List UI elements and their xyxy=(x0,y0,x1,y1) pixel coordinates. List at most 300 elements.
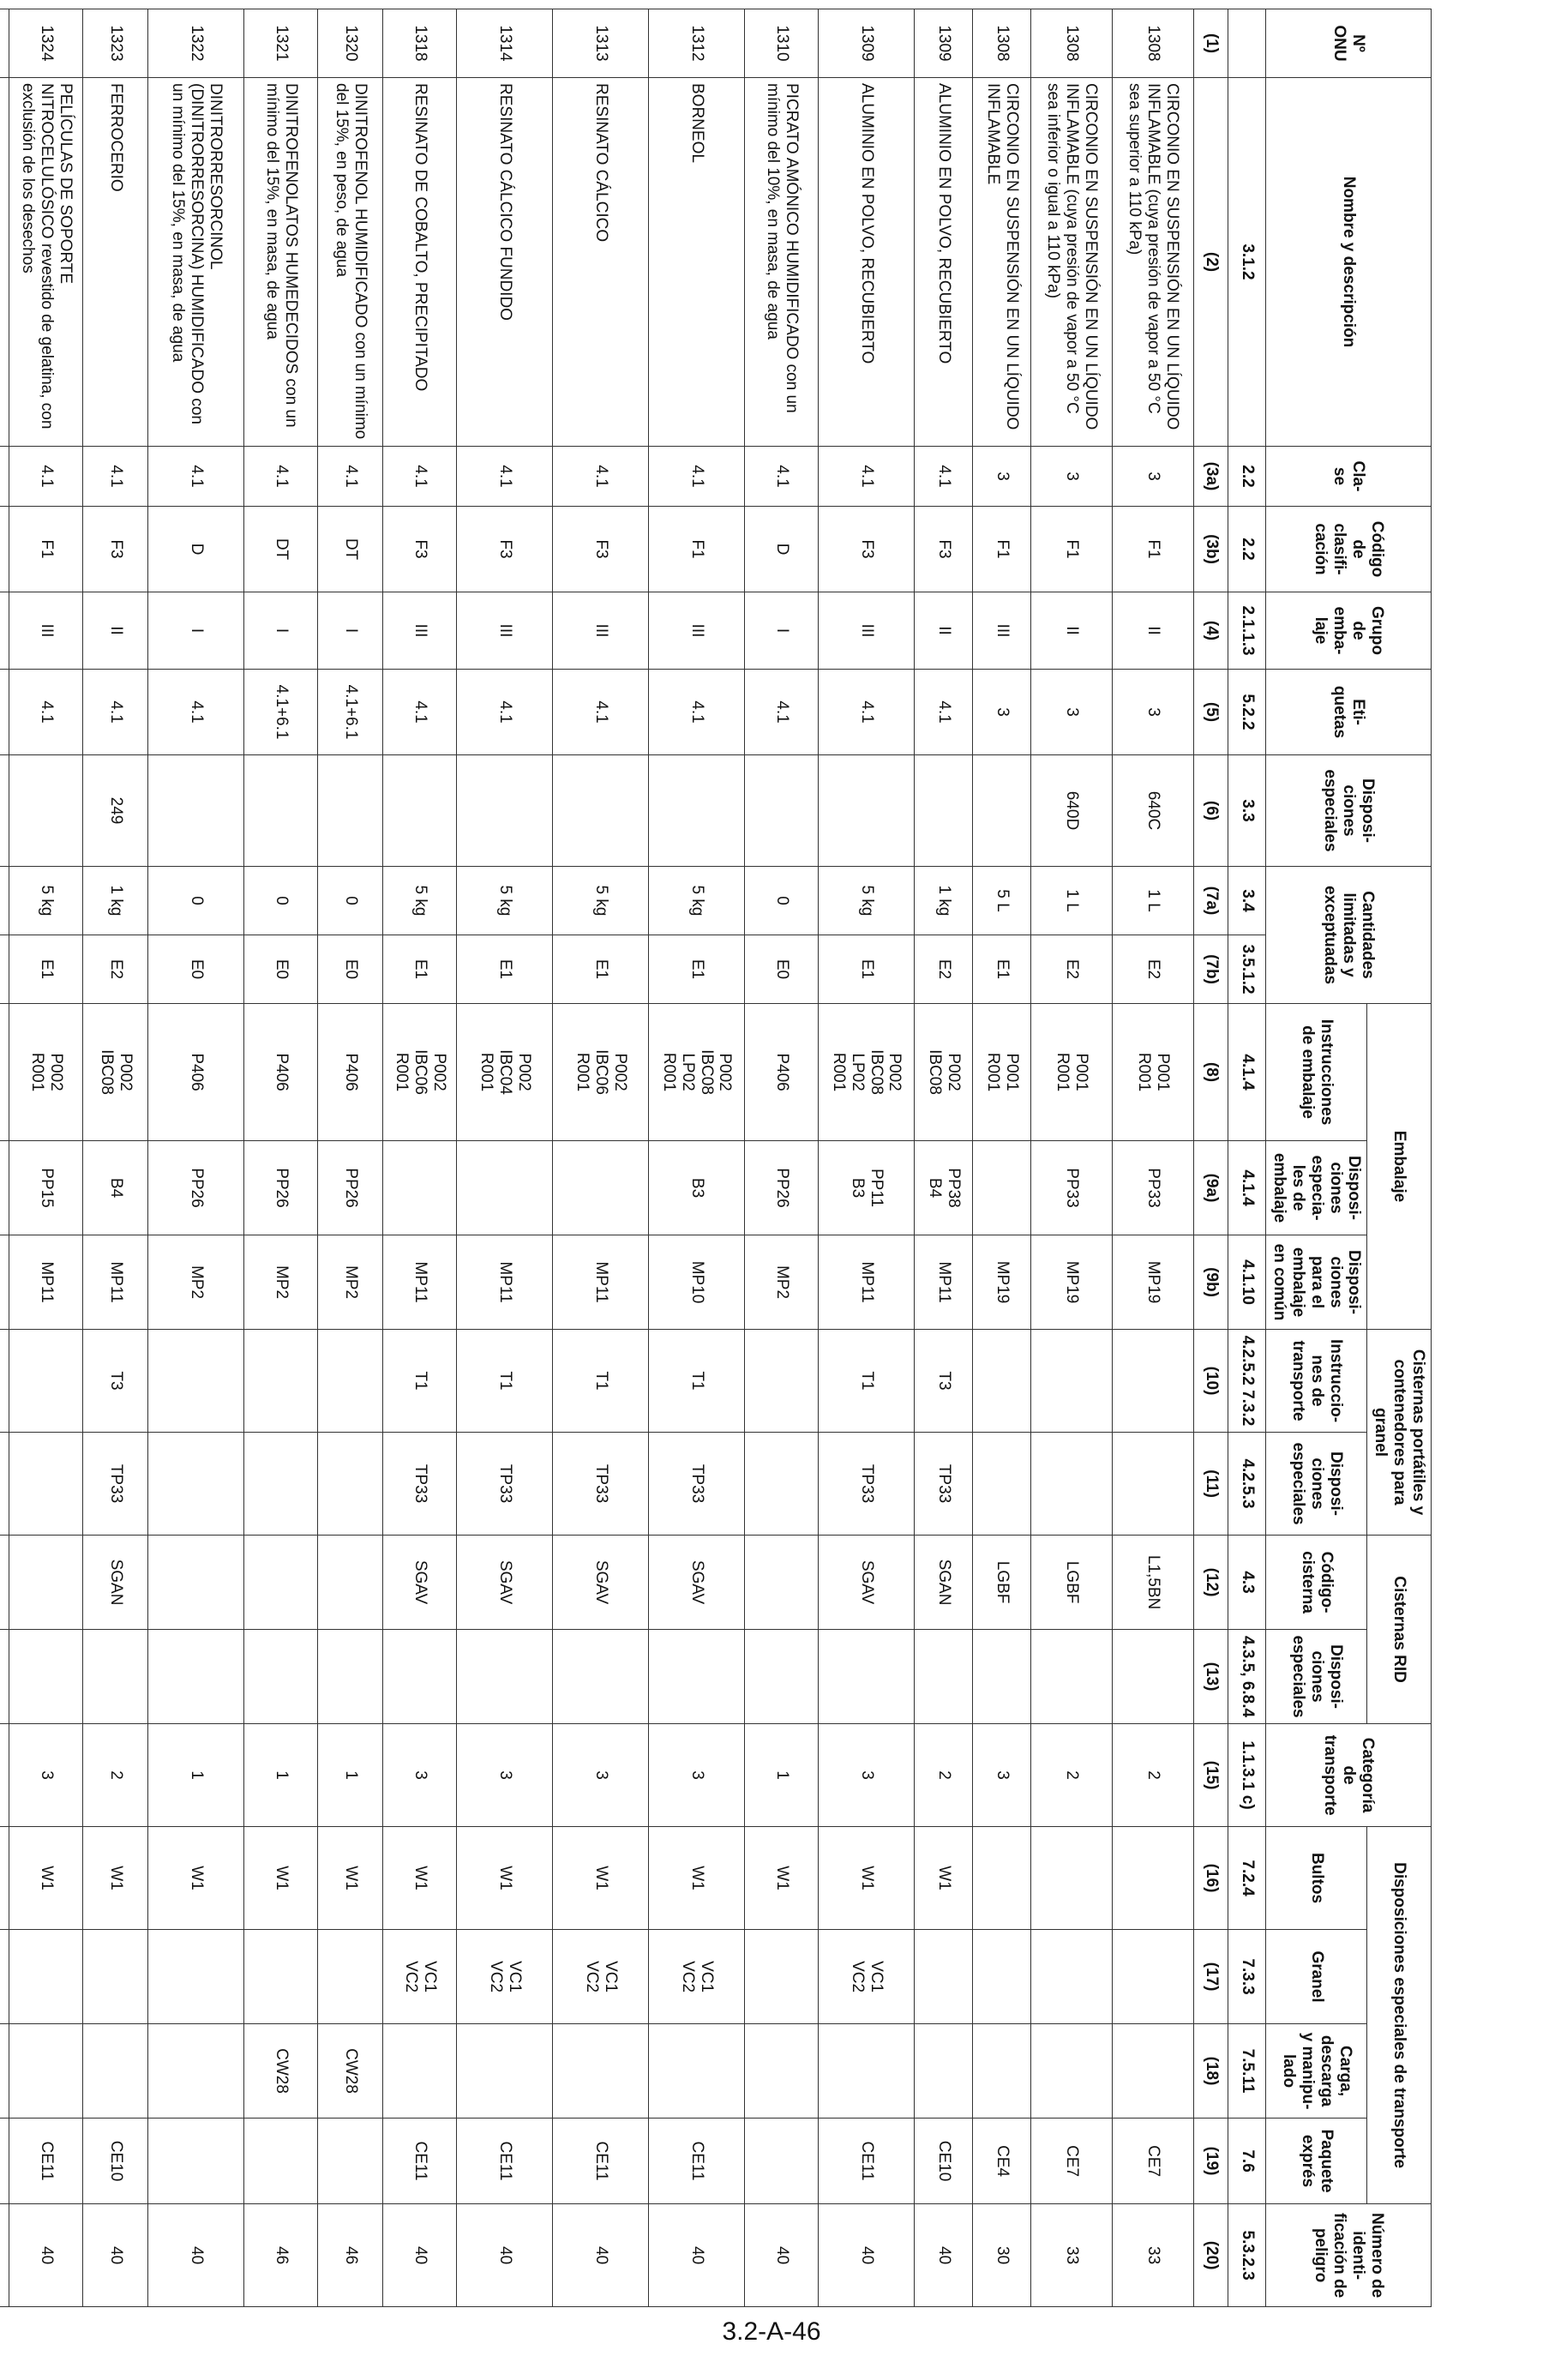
cell-clase xyxy=(0,447,9,507)
cell-categoria: 1 xyxy=(244,1724,318,1827)
column-number: (17) xyxy=(1194,1930,1228,2024)
cell-categoria: 3 xyxy=(553,1724,649,1827)
cell-carga xyxy=(915,2024,973,2119)
cell-instr-transp: T1 xyxy=(819,1330,915,1433)
section-ref: 4.3.5, 6.8.4 xyxy=(1228,1630,1266,1724)
cell-cant-lim: 1 kg xyxy=(915,867,973,935)
table-row xyxy=(244,9,318,2307)
cell-carga xyxy=(148,2024,244,2119)
cell-grupo: I xyxy=(148,592,244,670)
cell-paquete: CE11 xyxy=(819,2119,915,2204)
cell-bultos: W1 xyxy=(9,1827,83,1930)
cell-disp-comun: MP11 xyxy=(819,1235,915,1330)
cell-instr-transp: T3 xyxy=(915,1330,973,1433)
section-ref: 4.3 xyxy=(1228,1536,1266,1630)
cell-cod-cisterna xyxy=(745,1536,819,1630)
cell-codigo: F3 xyxy=(819,507,915,592)
column-number: (3b) xyxy=(1194,507,1228,592)
cell-instr-transp: T1 xyxy=(649,1330,745,1433)
cell-bultos: W1 xyxy=(819,1827,915,1930)
cell-disp-comun: MP2 xyxy=(148,1235,244,1330)
cell-disp-rid xyxy=(244,1630,318,1724)
cell-clase: 4.1 xyxy=(318,447,383,507)
cell-num-peligro: 46 xyxy=(318,2204,383,2307)
cell-bultos: W1 xyxy=(745,1827,819,1930)
cell-clase: 4.1 xyxy=(649,447,745,507)
cell-clase: 3 xyxy=(973,447,1031,507)
cell-etiquetas xyxy=(0,670,9,755)
cell-instr-transp: T1 xyxy=(457,1330,553,1433)
cell-categoria: 2 xyxy=(1031,1724,1113,1827)
table-row xyxy=(819,9,915,2307)
cell-num-peligro xyxy=(0,2204,9,2307)
section-ref: 4.1.4 xyxy=(1228,1141,1266,1235)
cell-num-peligro: 40 xyxy=(553,2204,649,2307)
column-number: (18) xyxy=(1194,2024,1228,2119)
cell-etiquetas: 3 xyxy=(1031,670,1113,755)
cell-codigo xyxy=(0,507,9,592)
cell-etiquetas: 4.1 xyxy=(457,670,553,755)
cell-disp-port xyxy=(0,1433,9,1536)
cell-un: 1310 xyxy=(745,9,819,78)
cell-categoria: 3 xyxy=(649,1724,745,1827)
cell-grupo: I xyxy=(318,592,383,670)
table-row xyxy=(0,9,9,2307)
cell-disp-comun: MP2 xyxy=(244,1235,318,1330)
cell-disp-port xyxy=(9,1433,83,1536)
cell-grupo: II xyxy=(915,592,973,670)
cell-name: RESINATO CÁLCICO FUNDIDO xyxy=(457,78,553,447)
dangerous-goods-table xyxy=(0,9,1432,2307)
cell-categoria: 3 xyxy=(457,1724,553,1827)
cell-disp-esp xyxy=(383,755,457,867)
cell-cod-cisterna xyxy=(0,1536,9,1630)
cell-disp-comun: MP10 xyxy=(649,1235,745,1330)
cell-disp-rid xyxy=(553,1630,649,1724)
cell-paquete: CE4 xyxy=(973,2119,1031,2204)
cell-bultos xyxy=(0,1827,9,1930)
cell-bultos xyxy=(1113,1827,1194,1930)
cell-instr-emb: P406 xyxy=(745,1004,819,1141)
cell-instr-transp xyxy=(0,1330,9,1433)
cell-instr-emb: P002 IBC08 xyxy=(83,1004,148,1141)
cell-bultos: W1 xyxy=(649,1827,745,1930)
cell-cod-cisterna: SGAN xyxy=(83,1536,148,1630)
cell-grupo: II xyxy=(1113,592,1194,670)
cell-cant-lim xyxy=(0,867,9,935)
cell-bultos: W1 xyxy=(83,1827,148,1930)
column-number: (9b) xyxy=(1194,1235,1228,1330)
cell-instr-emb: P001 R001 xyxy=(973,1004,1031,1141)
cell-etiquetas: 4.1 xyxy=(819,670,915,755)
cell-instr-emb: P001 R001 xyxy=(1031,1004,1113,1141)
cell-disp-comun: MP19 xyxy=(973,1235,1031,1330)
cell-disp-emb xyxy=(457,1141,553,1235)
cell-disp-comun: MP11 xyxy=(383,1235,457,1330)
cell-name: BORNEOL xyxy=(649,78,745,447)
cell-clase: 4.1 xyxy=(244,447,318,507)
cell-cant-exc: E1 xyxy=(553,935,649,1004)
cell-cant-exc: E1 xyxy=(819,935,915,1004)
cell-categoria: 2 xyxy=(83,1724,148,1827)
section-ref: 5.3.2.3 xyxy=(1228,2204,1266,2307)
cell-un: 1318 xyxy=(383,9,457,78)
header-disp-emb: Disposi- ciones especia- les de embalaje xyxy=(1266,1141,1367,1235)
cell-clase: 3 xyxy=(1113,447,1194,507)
cell-carga xyxy=(553,2024,649,2119)
cell-categoria xyxy=(0,1724,9,1827)
cell-disp-emb: PP33 xyxy=(1113,1141,1194,1235)
cell-cant-exc: E1 xyxy=(973,935,1031,1004)
cell-cant-lim: 5 kg xyxy=(457,867,553,935)
column-number: (11) xyxy=(1194,1433,1228,1536)
cell-num-peligro: 33 xyxy=(1113,2204,1194,2307)
cell-clase: 4.1 xyxy=(457,447,553,507)
cell-cant-exc: E1 xyxy=(457,935,553,1004)
column-number: (16) xyxy=(1194,1827,1228,1930)
cell-cod-cisterna: SGAV xyxy=(457,1536,553,1630)
cell-disp-port xyxy=(1113,1433,1194,1536)
table-row xyxy=(745,9,819,2307)
column-number: (3a) xyxy=(1194,447,1228,507)
cell-disp-port xyxy=(973,1433,1031,1536)
cell-name: ALUMINIO EN POLVO, RECUBIERTO xyxy=(915,78,973,447)
cell-un: 1314 xyxy=(457,9,553,78)
column-number: (5) xyxy=(1194,670,1228,755)
cell-disp-esp xyxy=(457,755,553,867)
cell-cant-lim: 1 L xyxy=(1113,867,1194,935)
cell-name: CIRCONIO EN SUSPENSIÓN EN UN LÍQUIDO INFLAMABLE (cuya presión de vapor a 50 °C sea superior a 110 kPa) xyxy=(1113,78,1194,447)
cell-name: PICRATO AMÓNICO HUMIDIFICADO con un mínimo del 10%, en masa, de agua xyxy=(745,78,819,447)
cell-disp-esp xyxy=(9,755,83,867)
cell-etiquetas: 4.1 xyxy=(915,670,973,755)
cell-clase: 4.1 xyxy=(745,447,819,507)
table-row xyxy=(649,9,745,2307)
cell-un: 1313 xyxy=(553,9,649,78)
cell-disp-port xyxy=(745,1433,819,1536)
cell-cant-exc xyxy=(0,935,9,1004)
table-row xyxy=(83,9,148,2307)
cell-cant-lim: 5 kg xyxy=(553,867,649,935)
header-cod-cisterna: Código- cisterna xyxy=(1266,1536,1367,1630)
cell-granel xyxy=(318,1930,383,2024)
cell-instr-transp xyxy=(244,1330,318,1433)
cell-disp-emb: PP15 xyxy=(9,1141,83,1235)
cell-carga xyxy=(457,2024,553,2119)
cell-codigo: F3 xyxy=(553,507,649,592)
column-number: (12) xyxy=(1194,1536,1228,1630)
section-ref: 1.1.3.1 c) xyxy=(1228,1724,1266,1827)
cell-etiquetas: 4.1 xyxy=(553,670,649,755)
section-ref: 3.5.1.2 xyxy=(1228,935,1266,1004)
cell-grupo: II xyxy=(83,592,148,670)
cell-disp-port: TP33 xyxy=(649,1433,745,1536)
cell-paquete: CE7 xyxy=(1031,2119,1113,2204)
cell-cod-cisterna: SGAV xyxy=(553,1536,649,1630)
cell-instr-transp xyxy=(318,1330,383,1433)
cell-clase: 4.1 xyxy=(383,447,457,507)
cell-bultos: W1 xyxy=(383,1827,457,1930)
cell-grupo: I xyxy=(244,592,318,670)
cell-instr-transp xyxy=(1031,1330,1113,1433)
cell-disp-rid xyxy=(915,1630,973,1724)
cell-bultos: W1 xyxy=(915,1827,973,1930)
cell-etiquetas: 4.1 xyxy=(649,670,745,755)
cell-instr-emb xyxy=(0,1004,9,1141)
cell-codigo: DT xyxy=(244,507,318,592)
cell-disp-rid xyxy=(649,1630,745,1724)
section-ref xyxy=(1228,9,1266,78)
section-ref: 4.2.5.2 7.3.2 xyxy=(1228,1330,1266,1433)
cell-disp-comun xyxy=(0,1235,9,1330)
cell-codigo: F1 xyxy=(1113,507,1194,592)
cell-paquete: CE11 xyxy=(457,2119,553,2204)
cell-codigo: F3 xyxy=(83,507,148,592)
cell-disp-port: TP33 xyxy=(83,1433,148,1536)
cell-cant-lim: 5 kg xyxy=(383,867,457,935)
section-ref: 4.1.4 xyxy=(1228,1004,1266,1141)
cell-paquete: CE11 xyxy=(649,2119,745,2204)
cell-cant-lim: 1 kg xyxy=(83,867,148,935)
section-ref: 7.5.11 xyxy=(1228,2024,1266,2119)
cell-carga xyxy=(819,2024,915,2119)
cell-paquete: CE11 xyxy=(553,2119,649,2204)
cell-grupo: III xyxy=(553,592,649,670)
cell-clase: 4.1 xyxy=(83,447,148,507)
cell-categoria: 3 xyxy=(819,1724,915,1827)
cell-instr-emb: P002 IBC08 LP02 R001 xyxy=(649,1004,745,1141)
cell-granel xyxy=(0,1930,9,2024)
cell-categoria: 1 xyxy=(745,1724,819,1827)
header-cisternas-rid: Cisternas RID xyxy=(1367,1536,1432,1724)
cell-categoria: 1 xyxy=(148,1724,244,1827)
section-ref: 2.2 xyxy=(1228,507,1266,592)
cell-num-peligro: 40 xyxy=(83,2204,148,2307)
cell-disp-esp xyxy=(0,755,9,867)
cell-un: 1312 xyxy=(649,9,745,78)
cell-cod-cisterna xyxy=(244,1536,318,1630)
cell-name: DINITRORRESORCINOL (DINITRORRESORCINA) HUMIDIFICADO con un mínimo del 15%, en masa, de agua xyxy=(148,78,244,447)
section-ref: 2.1.1.3 xyxy=(1228,592,1266,670)
cell-categoria: 2 xyxy=(915,1724,973,1827)
cell-grupo: I xyxy=(745,592,819,670)
cell-codigo: D xyxy=(148,507,244,592)
cell-name: DINITROFENOLATOS HUMEDECIDOS con un mínimo del 15%, en masa, de agua xyxy=(244,78,318,447)
cell-paquete: CE10 xyxy=(915,2119,973,2204)
cell-disp-comun: MP11 xyxy=(553,1235,649,1330)
cell-un: 1321 xyxy=(244,9,318,78)
cell-granel xyxy=(915,1930,973,2024)
cell-disp-emb: PP26 xyxy=(148,1141,244,1235)
cell-un: 1324 xyxy=(9,9,83,78)
cell-instr-emb: P406 xyxy=(318,1004,383,1141)
cell-disp-esp: 249 xyxy=(83,755,148,867)
header-embalaje: Embalaje xyxy=(1367,1004,1432,1330)
cell-cod-cisterna xyxy=(9,1536,83,1630)
cell-disp-port xyxy=(1031,1433,1113,1536)
cell-instr-transp: T1 xyxy=(553,1330,649,1433)
header-cantidades: Cantidades limitadas y exceptuadas xyxy=(1266,867,1432,1004)
cell-grupo xyxy=(0,592,9,670)
header-num-peligro: Número de identi- ficación de peligro xyxy=(1266,2204,1432,2307)
cell-instr-transp xyxy=(973,1330,1031,1433)
cell-paquete: CE11 xyxy=(383,2119,457,2204)
section-ref: 4.1.10 xyxy=(1228,1235,1266,1330)
cell-granel: VC1 VC2 xyxy=(819,1930,915,2024)
cell-bultos xyxy=(1031,1827,1113,1930)
cell-disp-esp xyxy=(973,755,1031,867)
table-row xyxy=(318,9,383,2307)
cell-cant-exc: E0 xyxy=(745,935,819,1004)
column-number: (10) xyxy=(1194,1330,1228,1433)
cell-cant-exc: E2 xyxy=(83,935,148,1004)
cell-disp-rid xyxy=(745,1630,819,1724)
cell-disp-esp xyxy=(745,755,819,867)
cell-cant-lim: 0 xyxy=(148,867,244,935)
table-row xyxy=(383,9,457,2307)
cell-granel xyxy=(83,1930,148,2024)
cell-cod-cisterna xyxy=(148,1536,244,1630)
cell-disp-esp: 640D xyxy=(1031,755,1113,867)
cell-cod-cisterna: LGBF xyxy=(1031,1536,1113,1630)
cell-disp-esp xyxy=(649,755,745,867)
header-un: Nº ONU xyxy=(1266,9,1432,78)
cell-paquete xyxy=(148,2119,244,2204)
column-number: (1) xyxy=(1194,9,1228,78)
cell-disp-comun: MP11 xyxy=(457,1235,553,1330)
cell-disp-emb xyxy=(383,1141,457,1235)
cell-clase: 4.1 xyxy=(915,447,973,507)
cell-cant-lim: 5 kg xyxy=(9,867,83,935)
cell-num-peligro: 33 xyxy=(1031,2204,1113,2307)
cell-disp-port: TP33 xyxy=(553,1433,649,1536)
cell-un: 1323 xyxy=(83,9,148,78)
cell-disp-emb xyxy=(553,1141,649,1235)
cell-num-peligro: 40 xyxy=(383,2204,457,2307)
table-row xyxy=(553,9,649,2307)
cell-categoria: 3 xyxy=(973,1724,1031,1827)
cell-grupo: III xyxy=(819,592,915,670)
header-name: Nombre y descripción xyxy=(1266,78,1432,447)
cell-paquete: CE7 xyxy=(1113,2119,1194,2204)
cell-cant-exc: E1 xyxy=(9,935,83,1004)
table-row xyxy=(1113,9,1194,2307)
cell-disp-esp xyxy=(915,755,973,867)
table-row xyxy=(457,9,553,2307)
cell-grupo: III xyxy=(973,592,1031,670)
cell-num-peligro: 30 xyxy=(973,2204,1031,2307)
cell-codigo: F3 xyxy=(457,507,553,592)
cell-cant-lim: 0 xyxy=(318,867,383,935)
cell-cant-exc: E0 xyxy=(244,935,318,1004)
cell-cant-lim: 1 L xyxy=(1031,867,1113,935)
cell-disp-rid xyxy=(83,1630,148,1724)
cell-instr-emb: P002 IBC06 R001 xyxy=(383,1004,457,1141)
cell-num-peligro: 40 xyxy=(819,2204,915,2307)
cell-un xyxy=(0,9,9,78)
cell-un: 1320 xyxy=(318,9,383,78)
cell-granel xyxy=(9,1930,83,2024)
cell-granel: VC1 VC2 xyxy=(649,1930,745,2024)
cell-disp-rid xyxy=(819,1630,915,1724)
header-codigo: Código de clasifi- cación xyxy=(1266,507,1432,592)
cell-un: 1308 xyxy=(1031,9,1113,78)
cell-instr-emb: P002 R001 xyxy=(9,1004,83,1141)
cell-granel: VC1 VC2 xyxy=(457,1930,553,2024)
column-number: (6) xyxy=(1194,755,1228,867)
cell-disp-comun: MP19 xyxy=(1113,1235,1194,1330)
cell-disp-esp: 640C xyxy=(1113,755,1194,867)
cell-un: 1309 xyxy=(819,9,915,78)
cell-disp-emb: B4 xyxy=(83,1141,148,1235)
cell-cod-cisterna: LGBF xyxy=(973,1536,1031,1630)
cell-codigo: F1 xyxy=(9,507,83,592)
cell-carga xyxy=(9,2024,83,2119)
cell-carga: CW28 xyxy=(318,2024,383,2119)
header-categoria: Categoría de transporte xyxy=(1266,1724,1432,1827)
cell-granel xyxy=(1113,1930,1194,2024)
table-row xyxy=(915,9,973,2307)
section-ref: 3.1.2 xyxy=(1228,78,1266,447)
cell-grupo: III xyxy=(457,592,553,670)
cell-bultos: W1 xyxy=(457,1827,553,1930)
cell-cod-cisterna: SGAN xyxy=(915,1536,973,1630)
cell-instr-emb: P406 xyxy=(244,1004,318,1141)
section-ref: 5.2.2 xyxy=(1228,670,1266,755)
cell-categoria: 1 xyxy=(318,1724,383,1827)
cell-disp-rid xyxy=(973,1630,1031,1724)
cell-cant-exc: E1 xyxy=(383,935,457,1004)
cell-disp-emb xyxy=(973,1141,1031,1235)
cell-name: CIRCONIO EN SUSPENSIÓN EN UN LÍQUIDO INFLAMABLE (cuya presión de vapor a 50 °C sea inferior o igual a 110 kPa) xyxy=(1031,78,1113,447)
column-number: (15) xyxy=(1194,1724,1228,1827)
cell-disp-esp xyxy=(148,755,244,867)
column-number: (13) xyxy=(1194,1630,1228,1724)
cell-disp-emb: PP26 xyxy=(745,1141,819,1235)
cell-carga xyxy=(0,2024,9,2119)
cell-paquete xyxy=(318,2119,383,2204)
cell-cant-lim: 5 kg xyxy=(819,867,915,935)
cell-categoria: 3 xyxy=(383,1724,457,1827)
table-row xyxy=(973,9,1031,2307)
cell-bultos xyxy=(973,1827,1031,1930)
column-number: (2) xyxy=(1194,78,1228,447)
cell-etiquetas: 4.1 xyxy=(148,670,244,755)
cell-disp-rid xyxy=(383,1630,457,1724)
cell-cant-exc: E1 xyxy=(649,935,745,1004)
cell-un: 1308 xyxy=(1113,9,1194,78)
table-row xyxy=(148,9,244,2307)
cell-codigo: D xyxy=(745,507,819,592)
cell-disp-rid xyxy=(1031,1630,1113,1724)
cell-clase: 4.1 xyxy=(148,447,244,507)
cell-clase: 3 xyxy=(1031,447,1113,507)
cell-instr-transp: T1 xyxy=(383,1330,457,1433)
cell-granel xyxy=(1031,1930,1113,2024)
cell-un: 1308 xyxy=(973,9,1031,78)
header-cisternas-portatiles: Cisternas portátiles y contenedores para granel xyxy=(1367,1330,1432,1536)
cell-clase: 4.1 xyxy=(819,447,915,507)
cell-granel: VC1 VC2 xyxy=(553,1930,649,2024)
cell-name: PELÍCULAS DE SOPORTE NITROCELULÓSICO revestido de gelatina, con exclusión de los desechos xyxy=(9,78,83,447)
cell-instr-transp xyxy=(1113,1330,1194,1433)
cell-granel xyxy=(745,1930,819,2024)
cell-disp-rid xyxy=(148,1630,244,1724)
cell-grupo: III xyxy=(649,592,745,670)
cell-categoria: 2 xyxy=(1113,1724,1194,1827)
cell-cant-exc: E0 xyxy=(148,935,244,1004)
cell-disp-rid xyxy=(9,1630,83,1724)
